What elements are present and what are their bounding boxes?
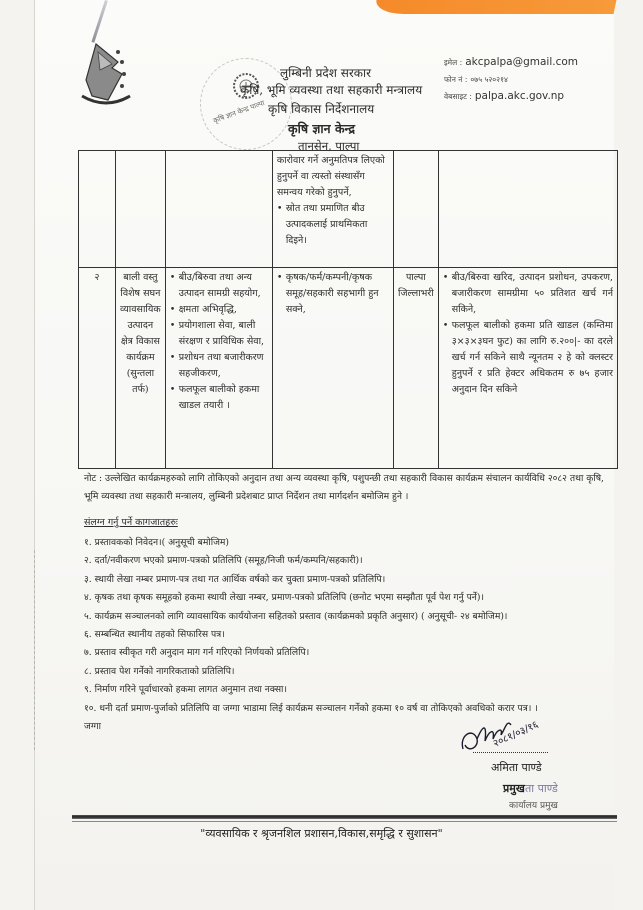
page-edge — [34, 0, 35, 910]
office-name: कृषि ज्ञान केन्द्र — [288, 121, 356, 136]
attachment-item: ८. प्रस्ताव पेश गर्नेको नागरिकताको प्रतिलिपि। — [84, 665, 235, 677]
table-row — [79, 268, 618, 469]
cell-program: बाली वस्तु विशेष सघन व्यावसायिक उत्पादन क्षेत्र विकास कार्यक्रम (सुन्तला तर्फ) — [116, 268, 166, 469]
website-link[interactable]: palpa.akc.gov.np — [474, 90, 565, 102]
note-paragraph: नोट : उल्लेखित कार्यक्रमहरुको लागि तोकिएको अनुदान तथा अन्य व्यवस्था कृषि, पशुपन्छी तथा सहकारी विकास कार्यक्रम संचालन कार्यविधि २०८२ तथा कृषि, भूमि व्यवस्था तथा सहकारी मन्त्रालय, लुम्बिनी प्रदेशबाट प्राप्त निर्देशन तथा मार्गदर्शन बमोजिम हुने । — [84, 473, 604, 502]
signatory-title: प्रमुख — [503, 782, 525, 795]
cell-eligibility — [272, 151, 393, 268]
footer-motto: "व्यवसायिक र श्रृजनशिल प्रशासन,विकास,समृद्धि र सुशासन" — [200, 827, 443, 840]
handwritten-signature — [455, 705, 565, 765]
attachment-item: ९. निर्माण गरिने पूर्वाधारको हकमा लागत अनुमान तथा नक्सा। — [84, 684, 287, 696]
attachment-item: १. प्रस्तावकको निवेदन।( अनुसूची बमोजिम) — [84, 537, 229, 548]
email-link[interactable]: akcpalpa@gmail.com — [465, 56, 579, 68]
attachment-item: ७. प्रस्ताव स्वीकृत गरी अनुदान माग गर्न गरिएको निर्णयको प्रतिलिपि। — [84, 647, 310, 659]
cell-sn — [79, 151, 116, 268]
attachment-item: ६. सम्बन्धित स्थानीय तहको सिफारिस पत्र। — [84, 629, 225, 641]
signatory-name: अमिता पाण्डे — [491, 761, 542, 774]
footer-rule — [72, 815, 617, 819]
attachment-item: जग्गा — [84, 721, 101, 733]
attachments-title: संलग्न गर्नु पर्ने कागजातहरुः — [84, 517, 178, 528]
signature-line — [473, 752, 548, 753]
support-item: • फलफूल बालीको हकमा खाडल तयारी । — [179, 382, 268, 414]
contact-info — [444, 54, 578, 105]
attachment-item: ३. स्थायी लेखा नम्बर प्रमाण-पत्र तथा गत आर्थिक वर्षको कर चुक्ता प्रमाण-पत्रको प्रतिलिपि। — [84, 573, 386, 585]
directorate-name: कृषि विकास निर्देशनालय — [268, 102, 375, 116]
grant-item: • बीउ/बिरुवा खरिद, उत्पादन प्रशोधन, उपकरण, बजारीकरण सामग्रीमा ५० प्रतिशत खर्च गर्न सकिने, — [452, 270, 613, 318]
cell-support — [165, 151, 272, 268]
support-item: • प्रशोधन तथा बजारीकरण सहजीकरण, — [179, 350, 268, 382]
attachment-item: १०. धनी दर्ता प्रमाण-पुर्जाको प्रतिलिपि वा जग्गा भाडामा लिई कार्यक्रम सञ्चालन गर्नेको हकमा १० वर्ष वा तोकिएको अवधिको करार पत्र। । — [84, 702, 538, 714]
cell-area: पाल्पा जिल्लाभरी — [393, 268, 438, 469]
government-name: लुम्बिनी प्रदेश सरकार — [280, 66, 372, 80]
website-label: वेबसाइट : — [444, 92, 472, 101]
cell-eligibility — [272, 268, 393, 469]
eligibility-item: • कृषक/फर्म/कम्पनी/कृषक समूह/सहकारी सहभागी हुन सक्ने, — [286, 270, 389, 318]
cell-program — [116, 151, 166, 268]
cell-sn: २ — [79, 268, 116, 469]
attachment-item: ४. कृषक तथा कृषक समूहको हकमा स्थायी लेखा नम्बर, प्रमाण-पत्रको प्रतिलिपि (छनोट भएमा सम्झौता पूर्व पेश गर्नु पर्ने)। — [84, 592, 484, 604]
cell-area — [393, 151, 438, 268]
attachment-item: ५. कार्यक्रम सञ्चालनको लागि व्यावसायिक कार्ययोजना सहितको प्रस्ताव (कार्यक्रमको प्रकृति अनुसार) ( अनुसूची- २४ बमोजिम)। — [84, 610, 508, 622]
phone-number: ०७५ ५२०२१४ — [470, 75, 508, 84]
orange-folder-flap — [374, 0, 617, 14]
support-item: • प्रयोगशाला सेवा, बाली संरक्षण र प्राविधिक सेवा, — [179, 318, 268, 350]
eligibility-continued: कारोवार गर्ने अनुमतिपत्र लिएको हुनुपर्ने वा त्यस्तो संस्थासँग समन्वय गरेको हुनुपर्ने, — [276, 155, 385, 198]
support-item: • बीउ/बिरुवा तथा अन्य उत्पादन सामग्री सहयोग, — [179, 270, 268, 302]
signature-date: २०८१/०३/१६ — [491, 719, 541, 750]
program-table — [78, 150, 618, 469]
cell-grant — [438, 268, 617, 469]
margin-marks — [34, 550, 39, 750]
ministry-name: कृषि, भूमि व्यवस्था तथा सहकारी मन्त्रालय — [240, 83, 423, 97]
email-label: इमेल : — [444, 58, 463, 67]
name-stamp: ता पाण्डे — [525, 782, 558, 795]
nepal-emblem-icon — [78, 40, 136, 112]
table-row — [79, 151, 618, 268]
cell-grant — [438, 151, 617, 268]
attachment-item: २. दर्ता/नवीकरण भएको प्रमाण-पत्रको प्रतिलिपि (समूह/निजी फर्म/कम्पनि/सहकारी)। — [84, 555, 363, 567]
eligibility-item: • स्रोत तथा प्रमाणित बीउ उत्पादकलाई प्राथमिकता दिइने। — [286, 201, 389, 249]
footer-rule-thin — [72, 821, 617, 822]
seal-text: कृषि ज्ञान केन्द्र पाल्पा — [212, 99, 266, 125]
cell-support — [165, 268, 272, 469]
office-chief-stamp: कार्यालय प्रमुख — [509, 801, 558, 811]
grant-item: • फलफूल बालीको हकमा प्रति खाडल (कम्तिमा ३×३×३घन फुट) का लागि रु.२००|- का दरले खर्च गर्न सकिने साथै न्यूनतम २ हे को क्लस्टर हुनुपर्ने र प्रति हेक्टर अधिकतम रु ७५ हजार अनुदान दिन सकिने — [452, 318, 613, 398]
office-location: तानसेन, पाल्पा — [298, 139, 360, 153]
phone-label: फोन नं : — [444, 75, 468, 84]
support-item: • क्षमता अभिवृद्धि, — [179, 302, 268, 318]
